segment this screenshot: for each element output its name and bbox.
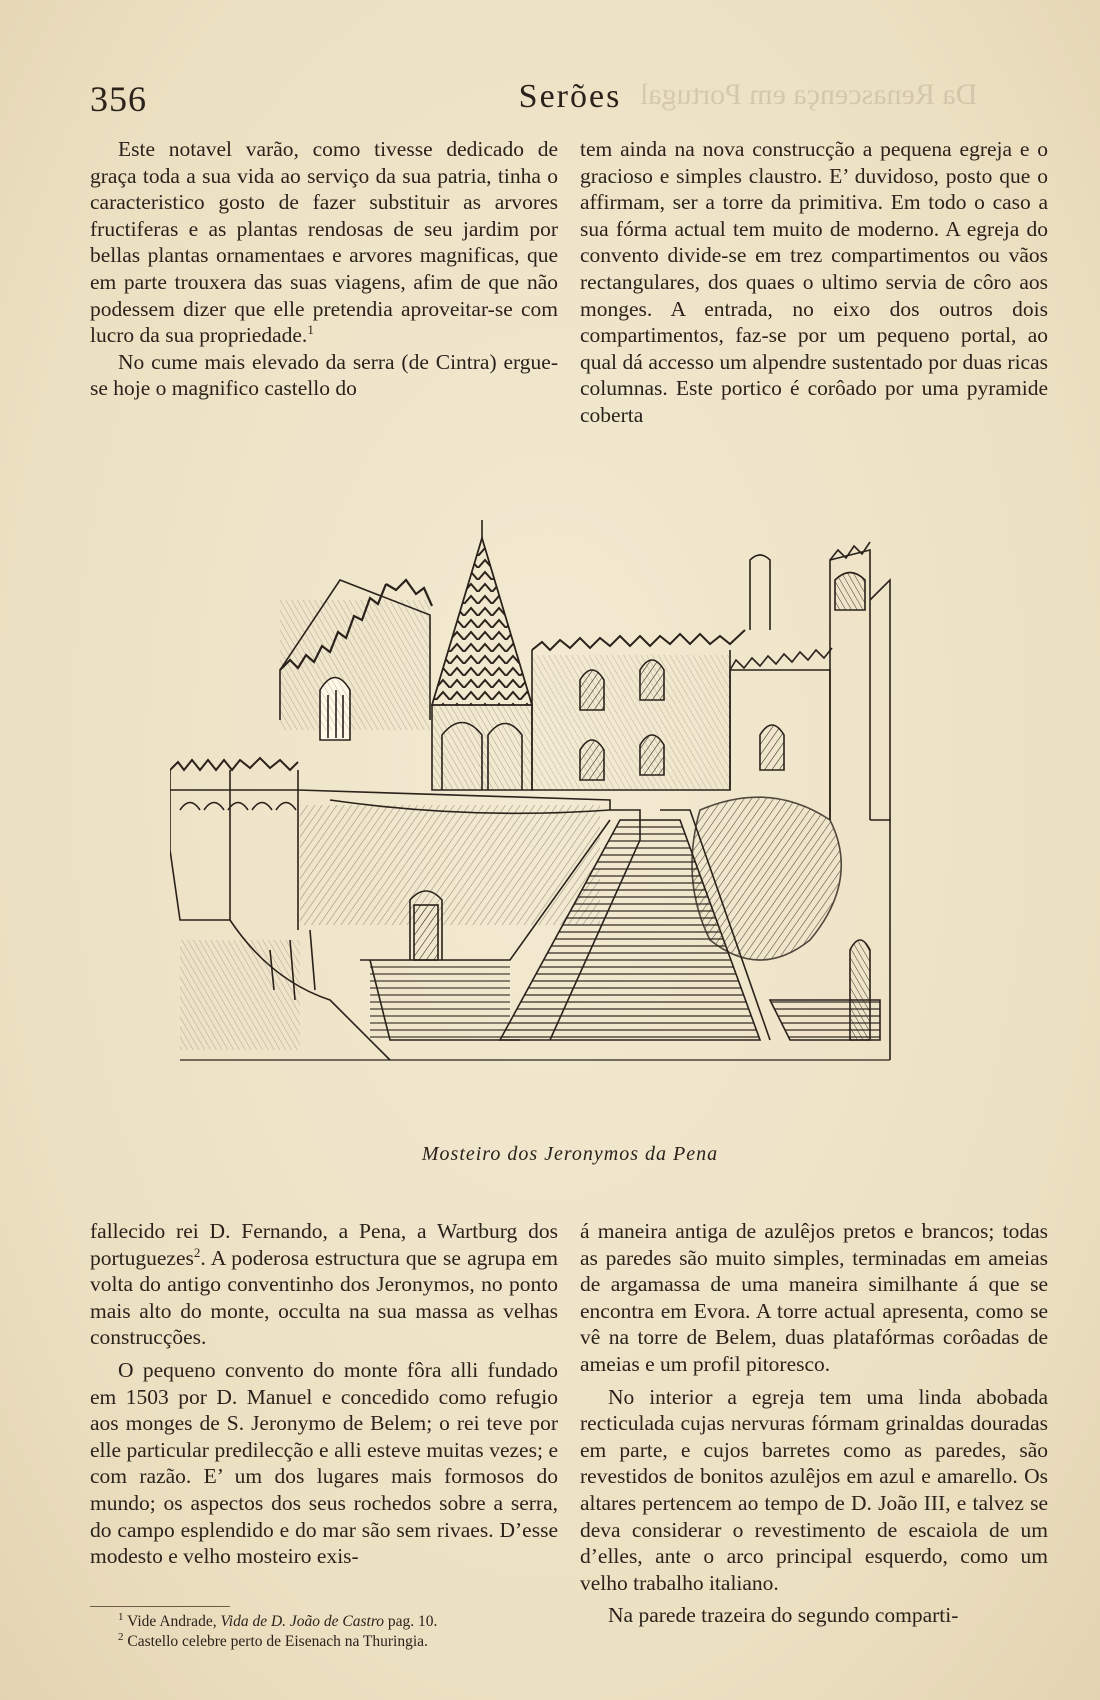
footnote-rule — [90, 1606, 230, 1607]
column-top-left — [90, 136, 558, 402]
column-top-right — [580, 136, 1048, 429]
footnotes — [118, 1612, 558, 1652]
column-bottom-right — [580, 1218, 1048, 1629]
illustration-caption: Mosteiro dos Jeronymos da Pena — [421, 1143, 719, 1165]
paragraph: O pequeno convento do monte fôra alli fundado em 1503 por D. Manuel e concedido como refugio aos monges de S. Jeronymo de Belem; o rei teve por elle particular predilecção e alli esteve muitas vezes; e com razão. E’ um dos lugares mais formosos do mundo; os aspectos dos seus rochedos sobre a serra, do campo esplendido e do mar são sem rivaes. D’esse modesto e velho mosteiro exis- — [90, 1357, 558, 1569]
bleed-through-title: Da Renascença em Portugal — [640, 78, 978, 111]
footnote-ref: 2 — [193, 1244, 201, 1260]
footnote-ref: 1 — [307, 322, 314, 337]
footnote: $^1$ Vide Andrade, Vida de D. João de Castro pag. 10. — [118, 1610, 438, 1630]
paragraph: tem ainda na nova construcção a pequena egreja e o gracioso e simples claustro. E’ duvidoso, posto que o affirmam, ser a torre da primitiva. Em todo o caso a sua fórma actual tem muito de moderno. A egreja do convento divide-se em trez compartimentos ou vãos rectangulares, dos quaes o ultimo servia de côro aos monges. A entrada, no eixo dos outros dois compartimentos, faz-se por um pequeno portal, ao qual dá accesso um alpendre sustentado por duas ricas columnas. Este portico é corôado por uma pyramide coberta — [580, 137, 1048, 427]
illustration-monastery-engraving — [170, 520, 960, 1120]
paragraph: á maneira antiga de azulêjos pretos e brancos; todas as paredes são muito simples, terminadas em ameias de argamassa de uma maneira similhante á que se encontra em Evora. A torre actual apresenta, como se vê na torre de Belem, duas platafórmas corôadas de ameias e um profil pitoresco. — [580, 1219, 1048, 1376]
paragraph: Na parede trazeira do segundo comparti- — [608, 1603, 959, 1628]
page-number: 356 — [90, 79, 147, 119]
column-bottom-left — [90, 1218, 558, 1570]
footnote: $^2$ Castello celebre perto de Eisenach na Thuringia. — [118, 1630, 428, 1650]
paragraph: No interior a egreja tem uma linda abobada recticulada cujas nervuras fórmam grinaldas douradas em parte, e cujos barretes como as paredes, são revestidos de bonitos azulêjos em azul e amarello. Os altares pertencem ao tempo de D. João III, e talvez se deva considerar o revestimento de escaiola de um d’elles, ante o arco principal esquerdo, como um velho trabalho italiano. — [580, 1384, 1048, 1595]
page-header — [90, 78, 1050, 128]
paragraph: Este notavel varão, como tivesse dedicado de graça toda a sua vida ao serviço da sua patria, tinha o caracteristico gosto de fazer substituir as arvores fructiferas e as plantas rendosas de seu jardim por bellas plantas ornamentaes e arvores magnificas, que em parte trouxera das suas viagens, afim de que não podessem dizer que elle pretendia aproveitar-se com lucro da sua propriedade.$^1$ — [90, 137, 558, 348]
paragraph: fallecido rei D. Fernando, a Pena, a Wartburg dos portuguezes$^2$. A poderosa estructura que se agrupa em volta do antigo conventinho dos Jeronymos, no ponto mais alto do monte, occulta na sua massa as velhas construcções. — [90, 1219, 558, 1350]
paragraph: No cume mais elevado da serra (de Cintra) ergue-se hoje o magnifico castello do — [90, 349, 558, 401]
running-title: Serões — [518, 78, 622, 115]
